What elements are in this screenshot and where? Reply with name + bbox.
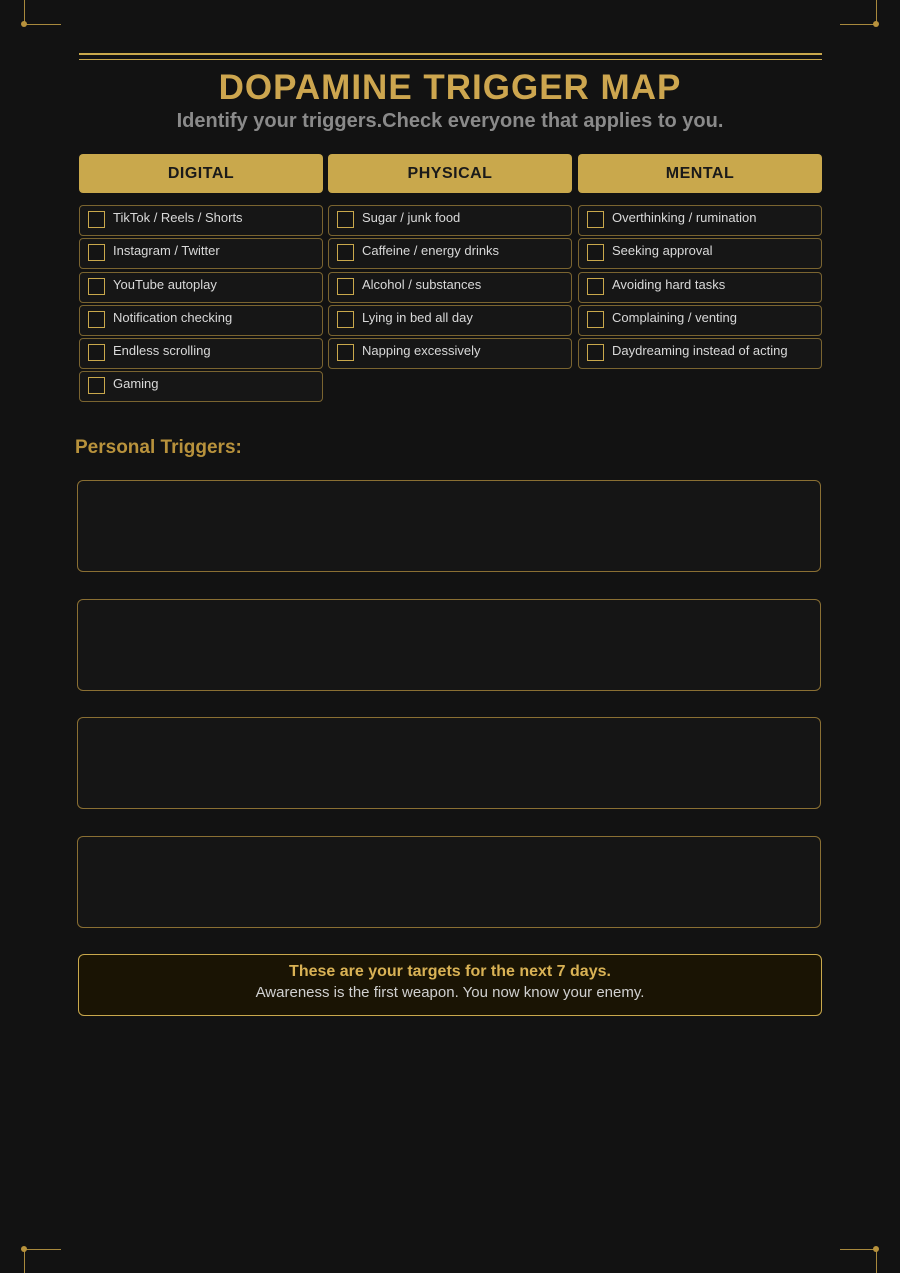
checklist-item[interactable] <box>328 238 572 269</box>
checkbox[interactable] <box>587 311 604 328</box>
column-digital <box>79 154 323 405</box>
item-label: Gaming <box>113 376 159 392</box>
item-label: Avoiding hard tasks <box>612 276 726 292</box>
personal-trigger-box[interactable] <box>77 836 821 928</box>
header-rule <box>79 53 822 55</box>
checkbox[interactable] <box>88 344 105 361</box>
item-label: Sugar / junk food <box>362 210 461 225</box>
crop-dot <box>21 21 27 27</box>
checkbox[interactable] <box>587 211 604 228</box>
checkbox[interactable] <box>587 344 604 361</box>
column-header-mental: MENTAL <box>578 154 822 193</box>
checkbox[interactable] <box>337 211 354 228</box>
checkbox[interactable] <box>88 377 105 394</box>
checkbox[interactable] <box>337 244 354 261</box>
crop-mark <box>840 1249 877 1250</box>
checklist-item[interactable] <box>328 272 572 303</box>
checklist-item[interactable] <box>578 272 822 303</box>
checkbox[interactable] <box>337 311 354 328</box>
item-label: Caffeine / energy drinks <box>362 243 500 259</box>
checkbox[interactable] <box>88 278 105 295</box>
checkbox[interactable] <box>88 311 105 328</box>
checklist-item[interactable] <box>79 272 323 303</box>
item-label: Endless scrolling <box>113 343 211 359</box>
column-physical <box>328 154 572 371</box>
callout-headline: These are your targets for the next 7 days. <box>289 963 611 980</box>
item-label: Complaining / venting <box>612 309 738 325</box>
personal-trigger-box[interactable] <box>77 480 821 572</box>
checkbox[interactable] <box>88 211 105 228</box>
personal-trigger-box[interactable] <box>77 717 821 809</box>
checkbox[interactable] <box>337 344 354 361</box>
checklist-item[interactable] <box>79 305 323 336</box>
column-header-digital: DIGITAL <box>79 154 323 193</box>
checklist-item[interactable] <box>578 305 822 336</box>
personal-triggers-label: Personal Triggers: <box>75 437 242 458</box>
column-mental <box>578 154 822 371</box>
item-label: Instagram / Twitter <box>113 243 220 259</box>
item-label: TikTok / Reels / Shorts <box>113 210 243 225</box>
personal-trigger-box[interactable] <box>77 599 821 691</box>
crop-mark <box>876 1249 877 1273</box>
crop-dot <box>21 1246 27 1252</box>
crop-mark <box>24 24 61 25</box>
column-header-physical: PHYSICAL <box>328 154 572 193</box>
item-label: Notification checking <box>113 309 233 325</box>
header-rule-thin <box>79 59 822 60</box>
checklist-item[interactable] <box>328 305 572 336</box>
crop-mark <box>24 1249 25 1273</box>
callout-body: Awareness is the first weapon. You now know your enemy. <box>255 984 645 1001</box>
checklist-item[interactable] <box>578 205 822 236</box>
callout-box <box>78 954 822 1016</box>
checkbox[interactable] <box>587 278 604 295</box>
checklist-item[interactable] <box>328 205 572 236</box>
item-label: Napping excessively <box>362 343 481 359</box>
item-label: YouTube autoplay <box>113 276 217 292</box>
checklist-item[interactable] <box>79 205 323 236</box>
crop-dot <box>873 21 879 27</box>
checkbox[interactable] <box>587 244 604 261</box>
item-label: Alcohol / substances <box>362 276 482 292</box>
crop-mark <box>840 24 877 25</box>
checklist-item[interactable] <box>328 338 572 369</box>
checklist-item[interactable] <box>79 338 323 369</box>
checklist-item[interactable] <box>79 238 323 269</box>
item-label: Seeking approval <box>612 243 713 259</box>
item-label: Overthinking / rumination <box>612 210 757 225</box>
page-subtitle: Identify your triggers.Check everyone that applies to you. <box>176 110 724 132</box>
item-label: Daydreaming instead of acting <box>612 343 788 359</box>
checklist-item[interactable] <box>578 238 822 269</box>
crop-dot <box>873 1246 879 1252</box>
crop-mark <box>24 1249 61 1250</box>
checklist-item[interactable] <box>578 338 822 369</box>
checkbox[interactable] <box>337 278 354 295</box>
checkbox[interactable] <box>88 244 105 261</box>
checklist-item[interactable] <box>79 371 323 402</box>
item-label: Lying in bed all day <box>362 309 473 325</box>
page-title: DOPAMINE TRIGGER MAP <box>218 68 682 107</box>
